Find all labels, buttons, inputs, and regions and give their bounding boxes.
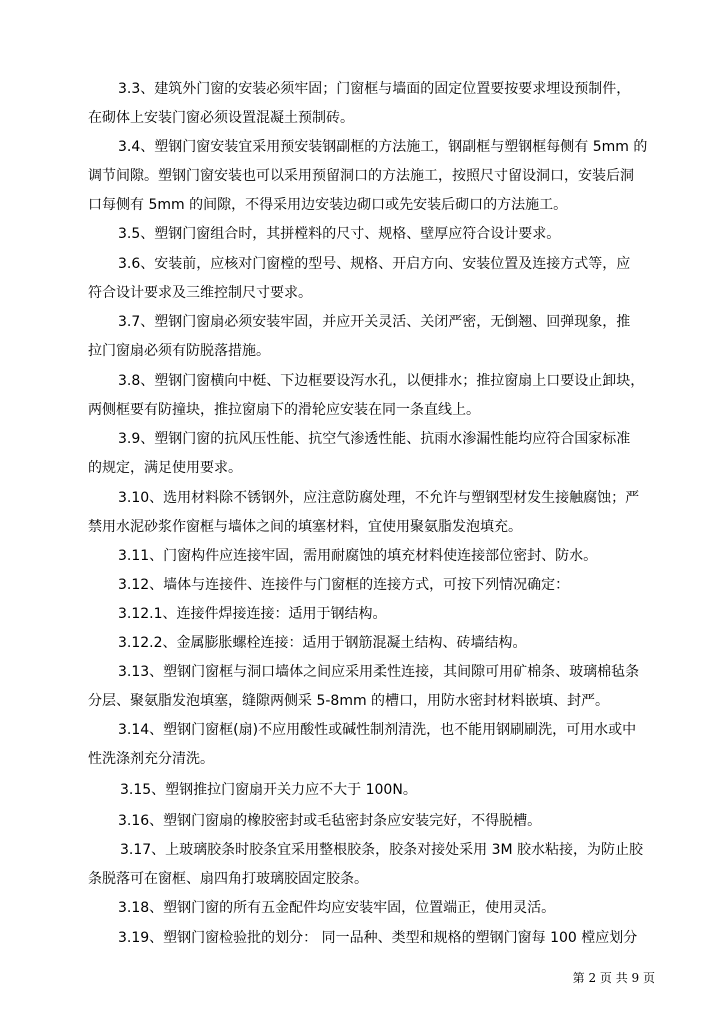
paragraph-line: 3.15、塑钢推拉门窗扇开关力应不大于 100N。 (120, 782, 417, 798)
paragraph-line: 调节间隙。塑钢门窗安装也可以采用预留洞口的方法施工，按照尺寸留设洞口，安装后洞 (88, 168, 634, 184)
paragraph-line: 条脱落可在窗框、扇四角打玻璃胶固定胶条。 (88, 871, 368, 887)
paragraph-line: 分层、聚氨脂发泡填塞，缝隙两侧采 5-8mm 的槽口，用防水密封材料嵌填、封严。 (88, 693, 610, 709)
paragraph-line: 3.8、塑钢门窗横向中梃、下边框要设泻水孔，以便排水；推拉窗扇上口要设止卸块， (118, 373, 645, 389)
paragraph-line: 在砌体上安装门窗必须设置混凝土预制砖。 (88, 110, 354, 126)
paragraph-line: 3.14、塑钢门窗框(扇)不应用酸性或碱性制剂清洗，也不能用钢刷刷洗，可用水或中 (118, 722, 637, 738)
paragraph-line: 3.18、塑钢门窗的所有五金配件均应安装牢固，位置端正，使用灵活。 (118, 900, 556, 916)
paragraph-line: 3.17、上玻璃胶条时胶条宜采用整根胶条，胶条对接处采用 3M 胶水粘接，为防止胶 (120, 842, 644, 858)
paragraph-line: 3.19、塑钢门窗检验批的划分： 同一品种、类型和规格的塑钢门窗每 100 樘应划分 (118, 930, 638, 946)
paragraph-line: 3.9、塑钢门窗的抗风压性能、抗空气渗透性能、抗雨水渗漏性能均应符合国家标准 (118, 431, 631, 447)
paragraph-line: 的规定，满足使用要求。 (88, 460, 242, 476)
paragraph-line: 3.12、墙体与连接件、连接件与门窗框的连接方式，可按下列情况确定： (118, 577, 570, 593)
page-number-footer: 第 2 页 共 9 页 (572, 971, 655, 985)
paragraph-line: 性洗涤剂充分清洗。 (88, 751, 214, 767)
paragraph-line: 3.12.1、连接件焊接连接：适用于钢结构。 (118, 606, 387, 622)
paragraph-line: 3.4、塑钢门窗安装宜采用预安装钢副框的方法施工，钢副框与塑钢框每侧有 5mm 的 (118, 139, 648, 155)
paragraph-line: 两侧框要有防撞块，推拉窗扇下的滑轮应安装在同一条直线上。 (88, 402, 480, 418)
paragraph-line: 3.6、安装前，应核对门窗樘的型号、规格、开启方向、安装位置及连接方式等，应 (118, 256, 631, 272)
paragraph-line: 3.11、门窗构件应连接牢固，需用耐腐蚀的填充材料使连接部位密封、防水。 (118, 548, 598, 564)
paragraph-line: 3.5、塑钢门窗组合时，其拼樘料的尺寸、规格、壁厚应符合设计要求。 (118, 226, 561, 242)
paragraph-line: 3.3、建筑外门窗的安装必须牢固；门窗框与墙面的固定位置要按要求埋设预制件， (118, 81, 631, 97)
paragraph-line: 3.13、塑钢门窗框与洞口墙体之间应采用柔性连接，其间隙可用矿棉条、玻璃棉毡条 (118, 664, 640, 680)
paragraph-line: 禁用水泥砂浆作窗框与墙体之间的填塞材料，宜使用聚氨脂发泡填充。 (88, 519, 522, 535)
paragraph-line: 3.7、塑钢门窗扇必须安装牢固，并应开关灵活、关闭严密，无倒翘、回弹现象，推 (118, 314, 631, 330)
paragraph-line: 拉门窗扇必须有防脱落措施。 (88, 343, 270, 359)
paragraph-line: 3.12.2、金属膨胀螺栓连接：适用于钢筋混凝土结构、砖墙结构。 (118, 635, 527, 651)
paragraph-line: 符合设计要求及三维控制尺寸要求。 (88, 285, 312, 301)
paragraph-line: 3.16、塑钢门窗扇的橡胶密封或毛毡密封条应安装完好，不得脱槽。 (118, 813, 542, 829)
paragraph-line: 口每侧有 5mm 的间隙，不得采用边安装边砌口或先安装后砌口的方法施工。 (88, 197, 568, 213)
paragraph-line: 3.10、选用材料除不锈钢外，应注意防腐处理，不允许与塑钢型材发生接触腐蚀；严 (118, 490, 640, 506)
